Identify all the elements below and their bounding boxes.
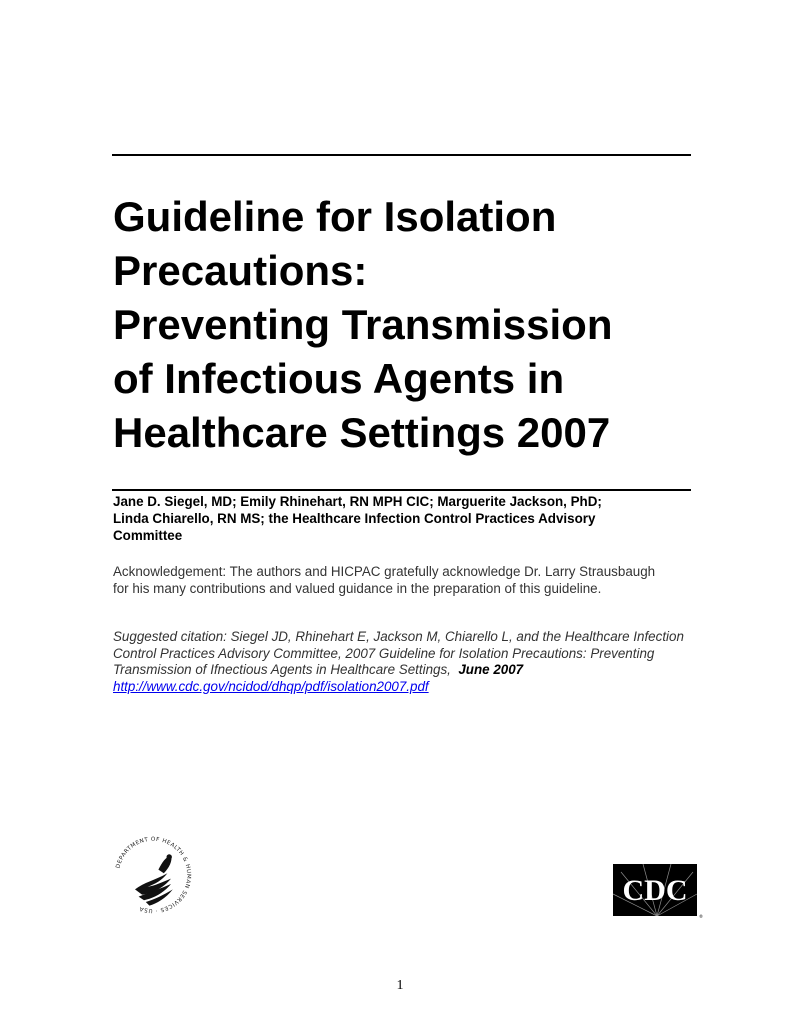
title-line-3: Preventing Transmission bbox=[113, 301, 613, 348]
top-rule bbox=[112, 154, 691, 156]
author-line-3: Committee bbox=[113, 528, 183, 543]
citation-line-1: Suggested citation: Siegel JD, Rhinehart E, Jackson M, Chiarello L, and the Healthcare Infection bbox=[113, 629, 684, 644]
cdc-logo-icon bbox=[613, 864, 701, 920]
author-line-2: Linda Chiarello, RN MS; the Healthcare Infection Control Practices Advisory bbox=[113, 511, 596, 526]
title-line-5: Healthcare Settings 2007 bbox=[113, 409, 611, 456]
citation-line-3-text: Transmission of Ifnectious Agents in Healthcare Settings, bbox=[113, 662, 451, 677]
cdc-logo-text: CDC bbox=[622, 874, 688, 907]
document-title bbox=[113, 190, 713, 460]
svg-text:DEPARTMENT OF HEALTH & HUMAN S: DEPARTMENT OF HEALTH & HUMAN SERVICES · USA bbox=[115, 836, 192, 914]
suggested-citation bbox=[113, 629, 713, 695]
title-line-4: of Infectious Agents in bbox=[113, 355, 565, 402]
citation-date: June 2007 bbox=[458, 662, 524, 677]
title-line-2: Precautions: bbox=[113, 247, 368, 294]
svg-text:®: ® bbox=[699, 914, 703, 919]
hhs-eagle-seal-icon bbox=[108, 830, 198, 920]
citation-line-3 bbox=[113, 662, 713, 679]
citation-line-2: Control Practices Advisory Committee, 2007 Guideline for Isolation Precautions: Preventing bbox=[113, 645, 655, 661]
ack-line-1: Acknowledgement: The authors and HICPAC gratefully acknowledge Dr. Larry Strausbaugh bbox=[113, 564, 656, 579]
title-line-1: Guideline for Isolation bbox=[113, 193, 557, 240]
author-list bbox=[113, 493, 693, 544]
page-number: 1 bbox=[396, 978, 404, 993]
acknowledgement bbox=[113, 563, 703, 597]
ack-line-2: for his many contributions and valued guidance in the preparation of this guideline. bbox=[113, 581, 602, 596]
title-rule bbox=[112, 489, 691, 491]
author-line-1: Jane D. Siegel, MD; Emily Rhinehart, RN MPH CIC; Marguerite Jackson, PhD; bbox=[113, 494, 602, 509]
citation-url-link[interactable]: http://www.cdc.gov/ncidod/dhqp/pdf/isolation2007.pdf bbox=[113, 678, 429, 694]
